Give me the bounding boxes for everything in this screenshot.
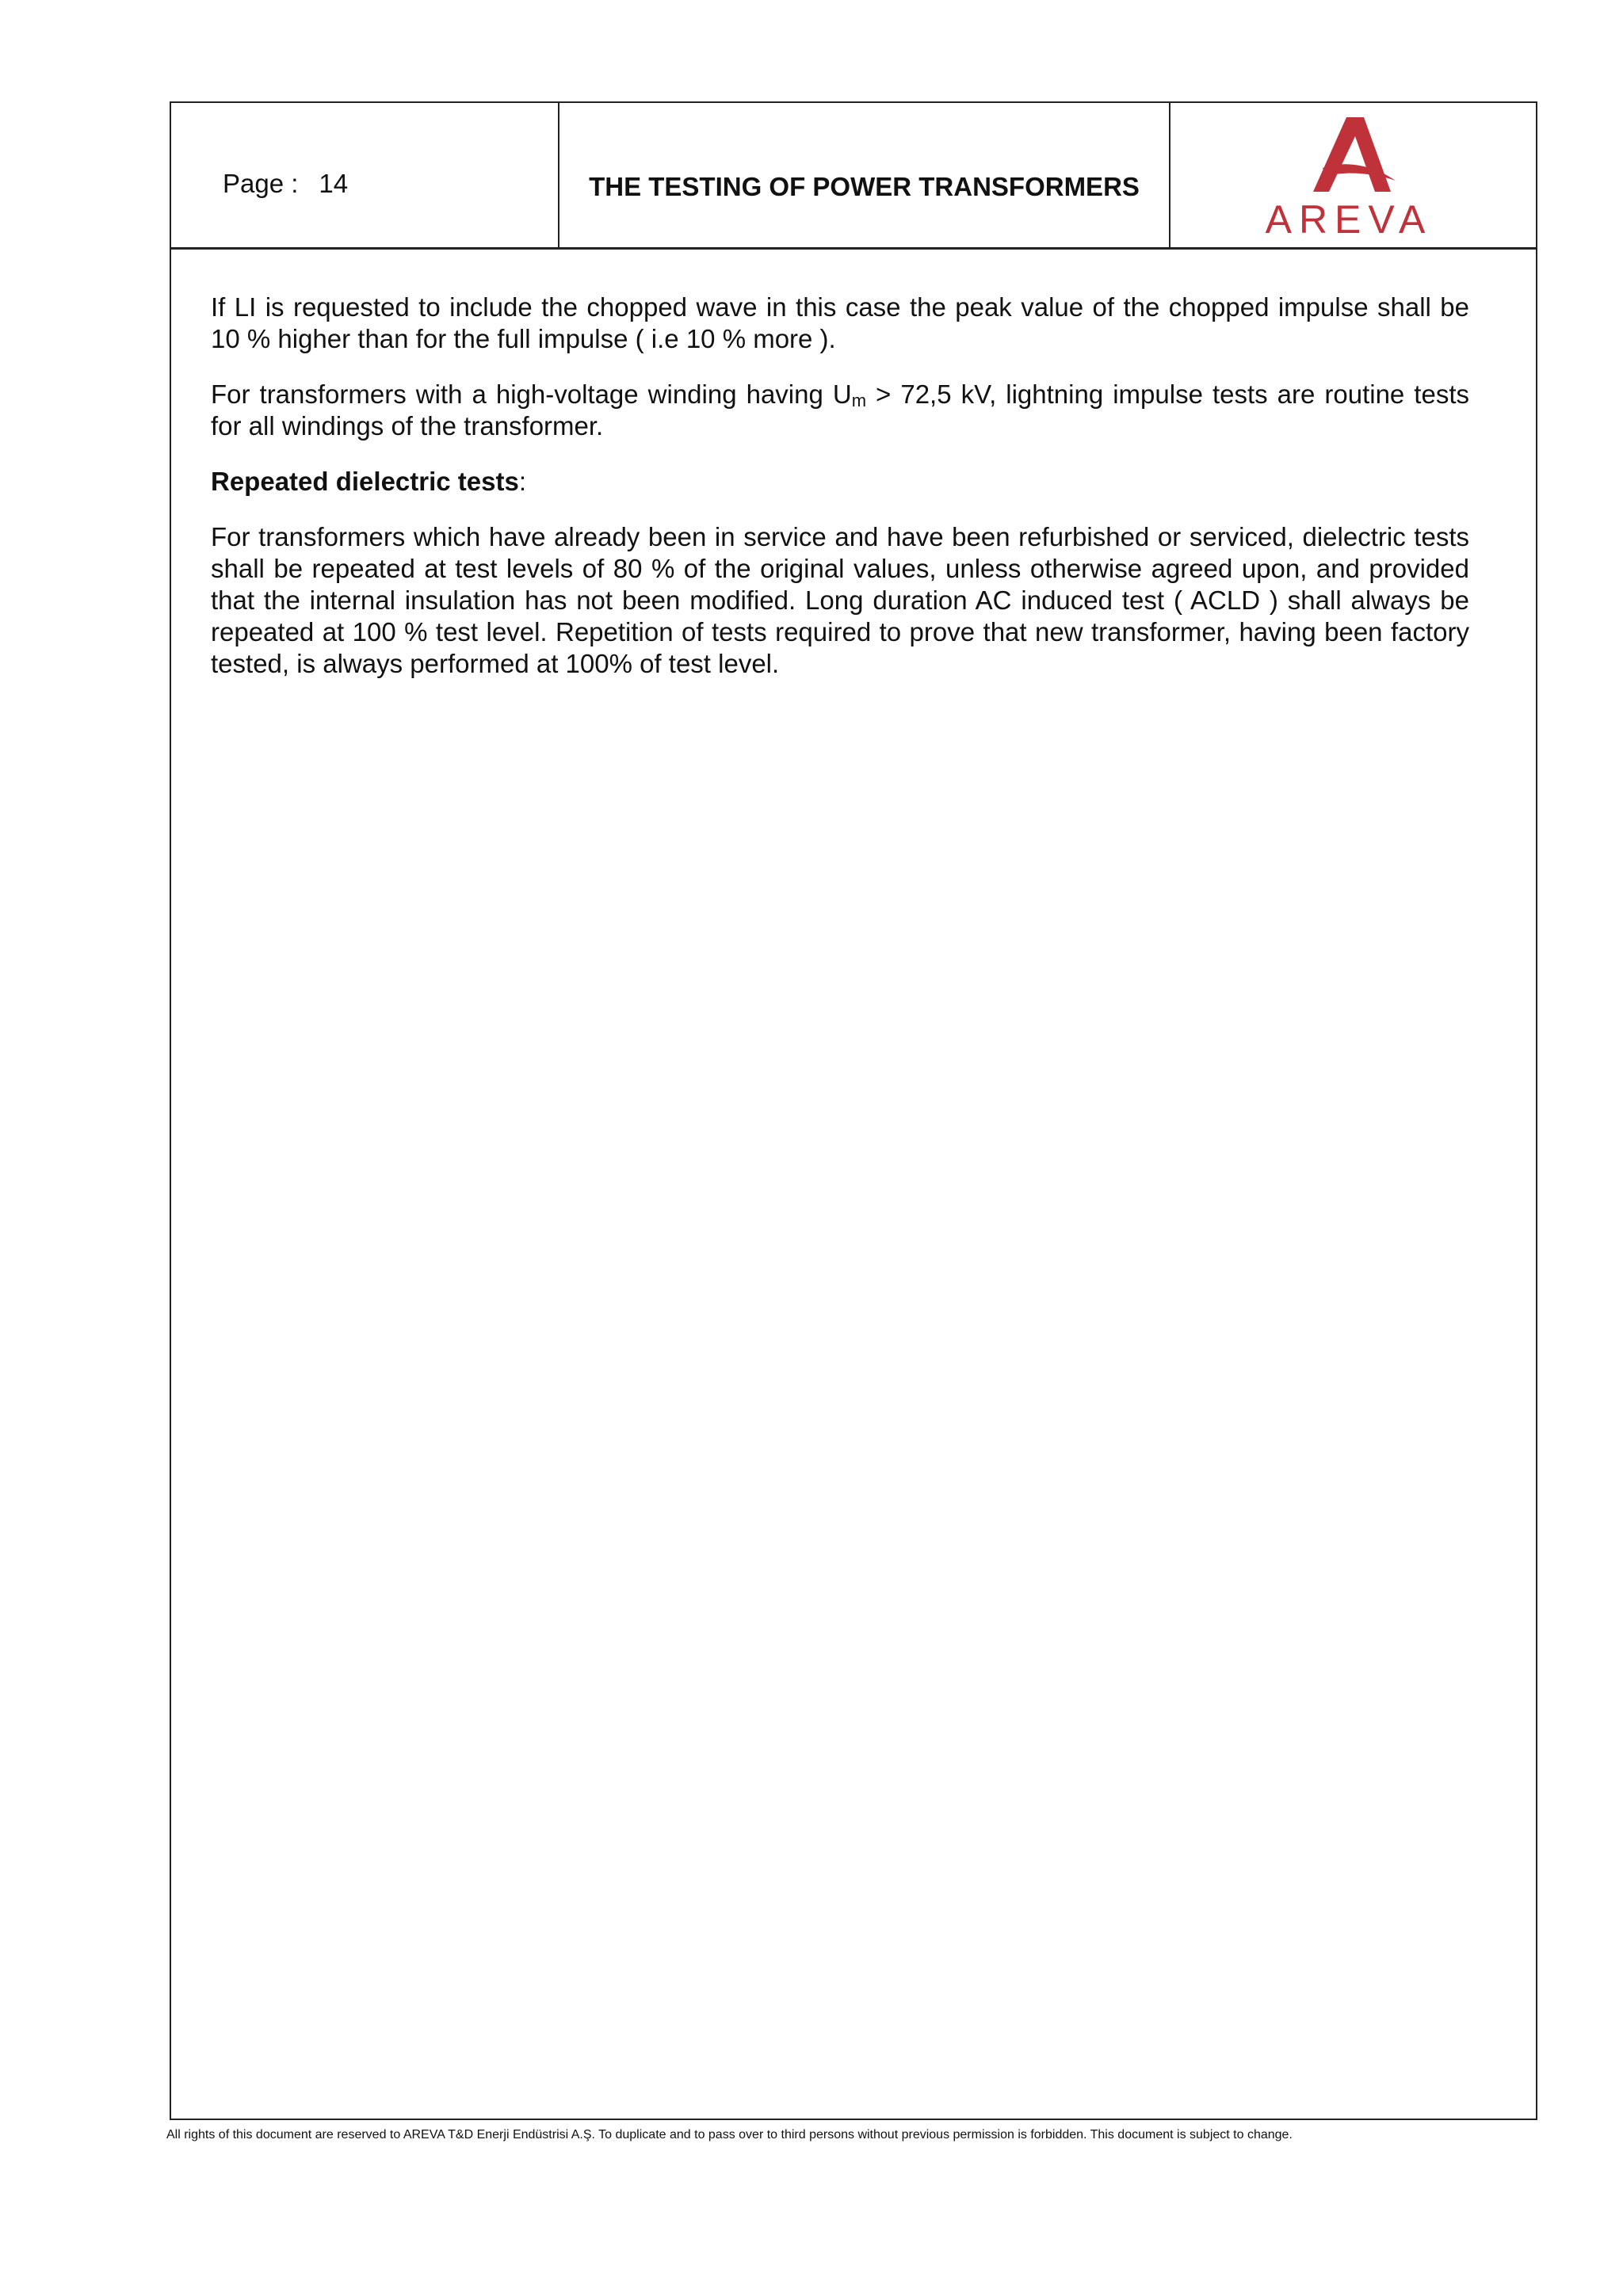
document-body [211,292,1469,704]
document-header [171,103,1536,250]
document-title: THE TESTING OF POWER TRANSFORMERS [589,172,1140,201]
paragraph-lightning-impulse-end: > 72,5 kV, lightning impulse tests are routine tests for all windings of the transformer. [211,379,1469,441]
areva-wordmark: AREVA [1265,197,1433,239]
paragraph-lightning-impulse [211,379,1469,442]
title-cell [559,103,1170,247]
page-number: 14 [319,169,349,198]
copyright-footer: All rights of this document are reserved to AREVA T&D Enerji Endüstrisi A.Ş. To duplicate and to pass over to third persons without previous permission is forbidden. This document is subject to change. [166,2128,1293,2142]
logo-cell [1170,103,1536,247]
paragraph-chopped-wave: If LI is requested to include the chopped wave in this case the peak value of the chopped impulse shall be 10 % higher than for the full impulse ( i.e 10 % more ). [211,292,1469,353]
paragraph-lightning-impulse-start: For transformers with a high-voltage winding having U [211,379,852,409]
page-indicator [223,168,369,200]
section-heading-text: Repeated dielectric tests [211,467,519,496]
page-number-cell [171,103,559,247]
section-heading-colon: : [518,467,527,496]
paragraph-repeated-tests: For transformers which have already been in service and have been refurbished or serviced, dielectric tests shall be repeated at test levels of 80 % of the original values, unless otherwise agreed upon, and provided that the internal insulation has not been modified. Long duration AC induced test ( ACLD ) shall always be repeated at 100 % test level. Repetition of tests required to prove that new transformer, having been factory tested, is always performed at 100% of test level. [211,522,1469,678]
areva-logo [1234,113,1464,239]
document-frame [170,101,1537,2120]
areva-a-mark-icon [1313,117,1396,192]
section-heading [211,466,1469,498]
page-label: Page : [223,169,299,198]
um-subscript: m [851,391,867,410]
